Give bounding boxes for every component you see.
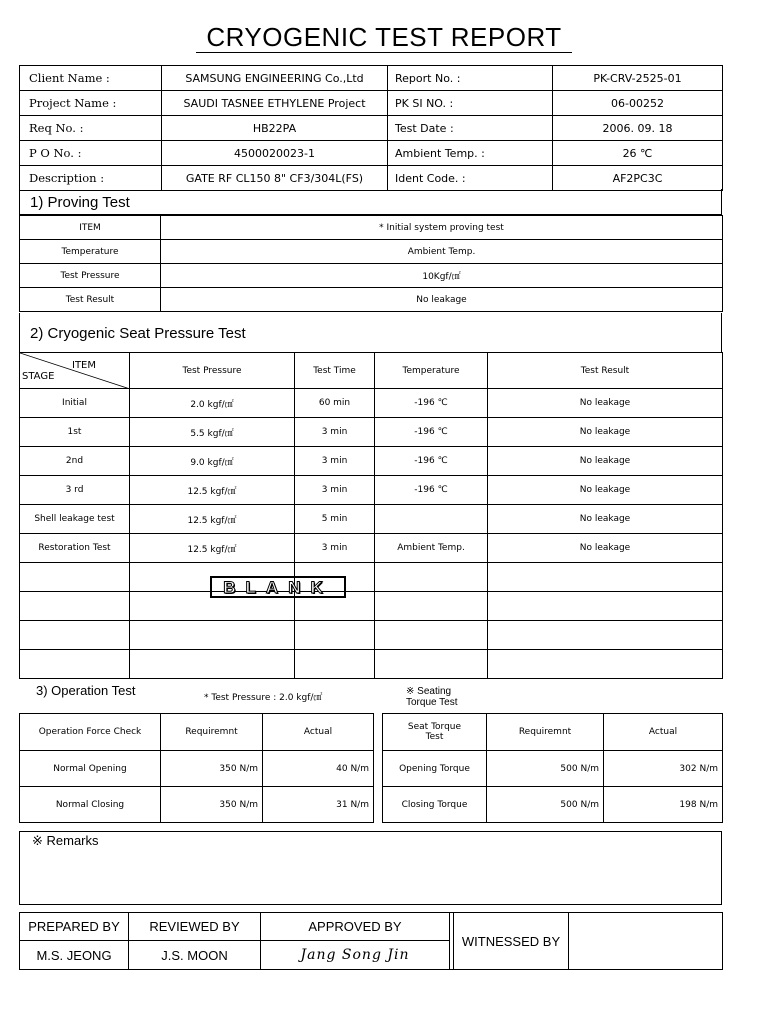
- requirement-cell: 350 N/m: [161, 751, 263, 787]
- requirement-cell: 500 N/m: [487, 751, 604, 787]
- ambient-temp-label: Ambient Temp. :: [388, 141, 553, 166]
- title-underline: [196, 52, 572, 53]
- actual-cell: 302 N/m: [604, 751, 723, 787]
- time-cell: 3 min: [295, 447, 375, 476]
- table-row: [20, 505, 723, 534]
- table-row: [383, 787, 723, 823]
- requirement-cell: 500 N/m: [487, 787, 604, 823]
- pressure-cell: 2.0 kgf/㎠: [130, 389, 295, 418]
- description-label: Description :: [20, 166, 162, 191]
- signature-text: Jang Song Jin: [300, 947, 410, 963]
- project-name-label: Project Name :: [20, 91, 162, 116]
- ident-code-label: Ident Code. :: [388, 166, 553, 191]
- test-date-value: 2006. 09. 18: [553, 116, 723, 141]
- proving-pressure-value: 10Kgf/㎠: [161, 264, 723, 288]
- requirement-header: Requiremnt: [161, 714, 263, 751]
- proving-item-value: * Initial system proving test: [161, 216, 723, 240]
- header-row: [20, 141, 723, 166]
- temperature-cell: -196 ℃: [375, 418, 488, 447]
- proving-pressure-label: Test Pressure: [20, 264, 161, 288]
- table-row: [20, 476, 723, 505]
- stage-cell: Restoration Test: [20, 534, 130, 563]
- torque-header-row: [383, 714, 723, 751]
- empty-row: [20, 563, 723, 592]
- corner-item-label: ITEM: [72, 360, 97, 371]
- result-cell: No leakage: [488, 505, 723, 534]
- temperature-cell: [375, 505, 488, 534]
- seat-pressure-heading: 2) Cryogenic Seat Pressure Test: [30, 325, 246, 342]
- actual-cell: 31 N/m: [263, 787, 374, 823]
- table-row: [20, 534, 723, 563]
- approved-by-signature: [261, 941, 450, 970]
- stage-cell: 2nd: [20, 447, 130, 476]
- actual-cell: 40 N/m: [263, 751, 374, 787]
- time-cell: 3 min: [295, 476, 375, 505]
- proving-item-label: ITEM: [20, 216, 161, 240]
- stage-cell: Initial: [20, 389, 130, 418]
- prepared-by-name: M.S. JEONG: [20, 941, 129, 970]
- stage-cell: 3 rd: [20, 476, 130, 505]
- test-time-header: Test Time: [295, 353, 375, 389]
- proving-row: [20, 240, 723, 264]
- remarks-label: ※ Remarks: [32, 833, 99, 848]
- empty-row: [20, 650, 723, 679]
- header-row: [20, 91, 723, 116]
- ident-code-value: AF2PC3C: [553, 166, 723, 191]
- pressure-cell: 9.0 kgf/㎠: [130, 447, 295, 476]
- proving-temperature-value: Ambient Temp.: [161, 240, 723, 264]
- signoff-label-row: [20, 913, 723, 941]
- requirement-cell: 350 N/m: [161, 787, 263, 823]
- header-row: [20, 116, 723, 141]
- table-row: [383, 751, 723, 787]
- stage-cell: Shell leakage test: [20, 505, 130, 534]
- torque-item-cell: Opening Torque: [383, 751, 487, 787]
- req-no-value: HB22PA: [162, 116, 388, 141]
- empty-row: [20, 621, 723, 650]
- seat-torque-header: [383, 714, 487, 751]
- reviewed-by-label: REVIEWED BY: [129, 913, 261, 941]
- test-pressure-note: * Test Pressure : 2.0 kgf/㎠: [204, 693, 323, 703]
- seat-torque-table: [382, 713, 723, 823]
- seat-header-row: [20, 353, 723, 389]
- actual-header: Actual: [263, 714, 374, 751]
- seat-pressure-table: [19, 352, 723, 679]
- client-name-label: Client Name :: [20, 66, 162, 91]
- signoff-table: [19, 912, 723, 970]
- report-title: CRYOGENIC TEST REPORT: [206, 22, 562, 52]
- result-cell: No leakage: [488, 476, 723, 505]
- temperature-cell: -196 ℃: [375, 447, 488, 476]
- table-row: [20, 418, 723, 447]
- proving-test-table: [19, 215, 723, 312]
- po-no-value: 4500020023-1: [162, 141, 388, 166]
- result-cell: No leakage: [488, 389, 723, 418]
- proving-row: [20, 216, 723, 240]
- table-row: [20, 751, 374, 787]
- remarks-box: [19, 831, 722, 905]
- witness-signature-cell: [569, 913, 723, 970]
- stage-cell: 1st: [20, 418, 130, 447]
- test-pressure-header: Test Pressure: [130, 353, 295, 389]
- torque-item-cell: Closing Torque: [383, 787, 487, 823]
- seating-note-line1: ※ Seating: [406, 686, 452, 697]
- header-info-table: [19, 65, 723, 191]
- proving-temperature-label: Temperature: [20, 240, 161, 264]
- test-date-label: Test Date :: [388, 116, 553, 141]
- temperature-header: Temperature: [375, 353, 488, 389]
- item-stage-corner: [20, 353, 130, 389]
- operation-force-header: Operation Force Check: [20, 714, 161, 751]
- corner-stage-label: STAGE: [22, 371, 55, 382]
- time-cell: 5 min: [295, 505, 375, 534]
- pressure-cell: 12.5 kgf/㎠: [130, 505, 295, 534]
- table-row: [20, 389, 723, 418]
- prepared-by-label: PREPARED BY: [20, 913, 129, 941]
- report-no-value: PK-CRV-2525-01: [553, 66, 723, 91]
- result-cell: No leakage: [488, 447, 723, 476]
- temperature-cell: -196 ℃: [375, 476, 488, 505]
- table-row: [20, 787, 374, 823]
- pressure-cell: 12.5 kgf/㎠: [130, 476, 295, 505]
- result-cell: No leakage: [488, 418, 723, 447]
- operation-test-heading: 3) Operation Test: [36, 683, 136, 698]
- proving-test-heading: 1) Proving Test: [30, 194, 130, 211]
- time-cell: 3 min: [295, 418, 375, 447]
- project-name-value: SAUDI TASNEE ETHYLENE Project: [162, 91, 388, 116]
- empty-row: [20, 592, 723, 621]
- witnessed-by-label: WITNESSED BY: [454, 913, 569, 970]
- proving-row: [20, 264, 723, 288]
- temperature-cell: -196 ℃: [375, 389, 488, 418]
- pk-si-no-value: 06-00252: [553, 91, 723, 116]
- client-name-value: SAMSUNG ENGINEERING Co.,Ltd: [162, 66, 388, 91]
- force-header-row: [20, 714, 374, 751]
- time-cell: 3 min: [295, 534, 375, 563]
- seat-torque-header-line2: Test: [425, 732, 444, 742]
- torque-actual-header: Actual: [604, 714, 723, 751]
- pressure-cell: 5.5 kgf/㎠: [130, 418, 295, 447]
- temperature-cell: Ambient Temp.: [375, 534, 488, 563]
- seat-torque-header-line1: Seat Torque: [407, 722, 462, 732]
- pk-si-no-label: PK SI NO. :: [388, 91, 553, 116]
- torque-requirement-header: Requiremnt: [487, 714, 604, 751]
- test-result-header: Test Result: [488, 353, 723, 389]
- header-row: [20, 66, 723, 91]
- po-no-label: P O No. :: [20, 141, 162, 166]
- force-item-cell: Normal Opening: [20, 751, 161, 787]
- approved-by-label: APPROVED BY: [261, 913, 450, 941]
- force-item-cell: Normal Closing: [20, 787, 161, 823]
- blank-stamp: BLANK: [210, 576, 346, 598]
- proving-result-label: Test Result: [20, 288, 161, 312]
- seating-note-line2: Torque Test: [406, 697, 458, 708]
- operation-force-table: [19, 713, 374, 823]
- time-cell: 60 min: [295, 389, 375, 418]
- header-row: [20, 166, 723, 191]
- req-no-label: Req No. :: [20, 116, 162, 141]
- ambient-temp-value: 26 ℃: [553, 141, 723, 166]
- proving-result-value: No leakage: [161, 288, 723, 312]
- proving-row: [20, 288, 723, 312]
- pressure-cell: 12.5 kgf/㎠: [130, 534, 295, 563]
- description-value: GATE RF CL150 8" CF3/304L(FS): [162, 166, 388, 191]
- result-cell: No leakage: [488, 534, 723, 563]
- table-row: [20, 447, 723, 476]
- report-no-label: Report No. :: [388, 66, 553, 91]
- reviewed-by-name: J.S. MOON: [129, 941, 261, 970]
- actual-cell: 198 N/m: [604, 787, 723, 823]
